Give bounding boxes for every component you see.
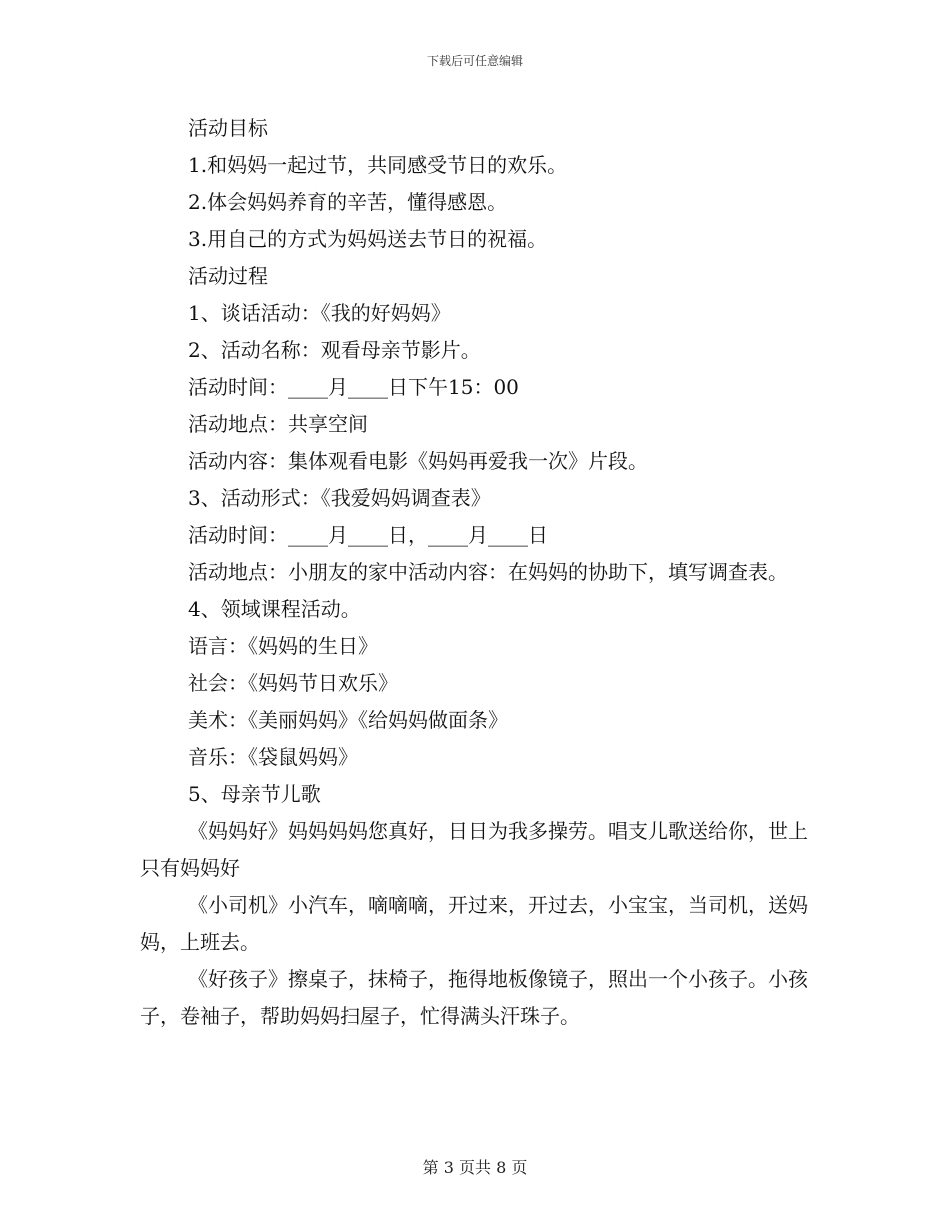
activity-time-2: 活动时间：____月____日，____月____日 bbox=[188, 523, 548, 547]
process-item-3: 3、活动形式：《我爱妈妈调查表》 bbox=[188, 486, 491, 510]
goal-item-3: 3.用自己的方式为妈妈送去节日的祝福。 bbox=[188, 227, 548, 251]
activity-content-1: 活动内容：集体观看电影《妈妈再爱我一次》片段。 bbox=[188, 449, 648, 473]
song-little-driver: 《小司机》小汽车，嘀嘀嘀，开过来，开过去，小宝宝，当司机，送妈妈，上班去。 bbox=[140, 893, 808, 954]
course-society: 社会：《妈妈节日欢乐》 bbox=[188, 671, 398, 695]
page-footer: 第 3 页共 8 页 bbox=[422, 1158, 528, 1177]
goal-item-2: 2.体会妈妈养育的辛苦，懂得感恩。 bbox=[188, 190, 508, 214]
activity-time-1: 活动时间：____月____日下午15：00 bbox=[188, 375, 519, 399]
song-good-child: 《好孩子》擦桌子，抹椅子，拖得地板像镜子，照出一个小孩子。小孩子，卷袖子，帮助妈妈扫屋子，忙得满头汗珠子。 bbox=[140, 967, 808, 1028]
song-mama-hao: 《妈妈好》妈妈妈妈您真好，日日为我多操劳。唱支儿歌送给你，世上只有妈妈好 bbox=[140, 819, 808, 880]
section-heading-goals: 活动目标 bbox=[188, 116, 268, 140]
course-language: 语言：《妈妈的生日》 bbox=[188, 634, 378, 658]
page-header: 下载后可任意编辑 bbox=[426, 54, 523, 68]
section-heading-process: 活动过程 bbox=[188, 264, 268, 288]
course-art: 美术：《美丽妈妈》《给妈妈做面条》 bbox=[188, 708, 508, 732]
process-item-1: 1、谈话活动：《我的好妈妈》 bbox=[188, 301, 451, 325]
document-body bbox=[140, 110, 820, 1035]
process-item-5: 5、母亲节儿歌 bbox=[188, 782, 321, 806]
activity-location-1: 活动地点：共享空间 bbox=[188, 412, 368, 436]
activity-location-2: 活动地点：小朋友的家中活动内容：在妈妈的协助下，填写调查表。 bbox=[188, 560, 788, 584]
goal-item-1: 1.和妈妈一起过节，共同感受节日的欢乐。 bbox=[188, 153, 568, 177]
course-music: 音乐：《袋鼠妈妈》 bbox=[188, 745, 358, 769]
process-item-2: 2、活动名称：观看母亲节影片。 bbox=[188, 338, 481, 362]
process-item-4: 4、领域课程活动。 bbox=[188, 597, 361, 621]
